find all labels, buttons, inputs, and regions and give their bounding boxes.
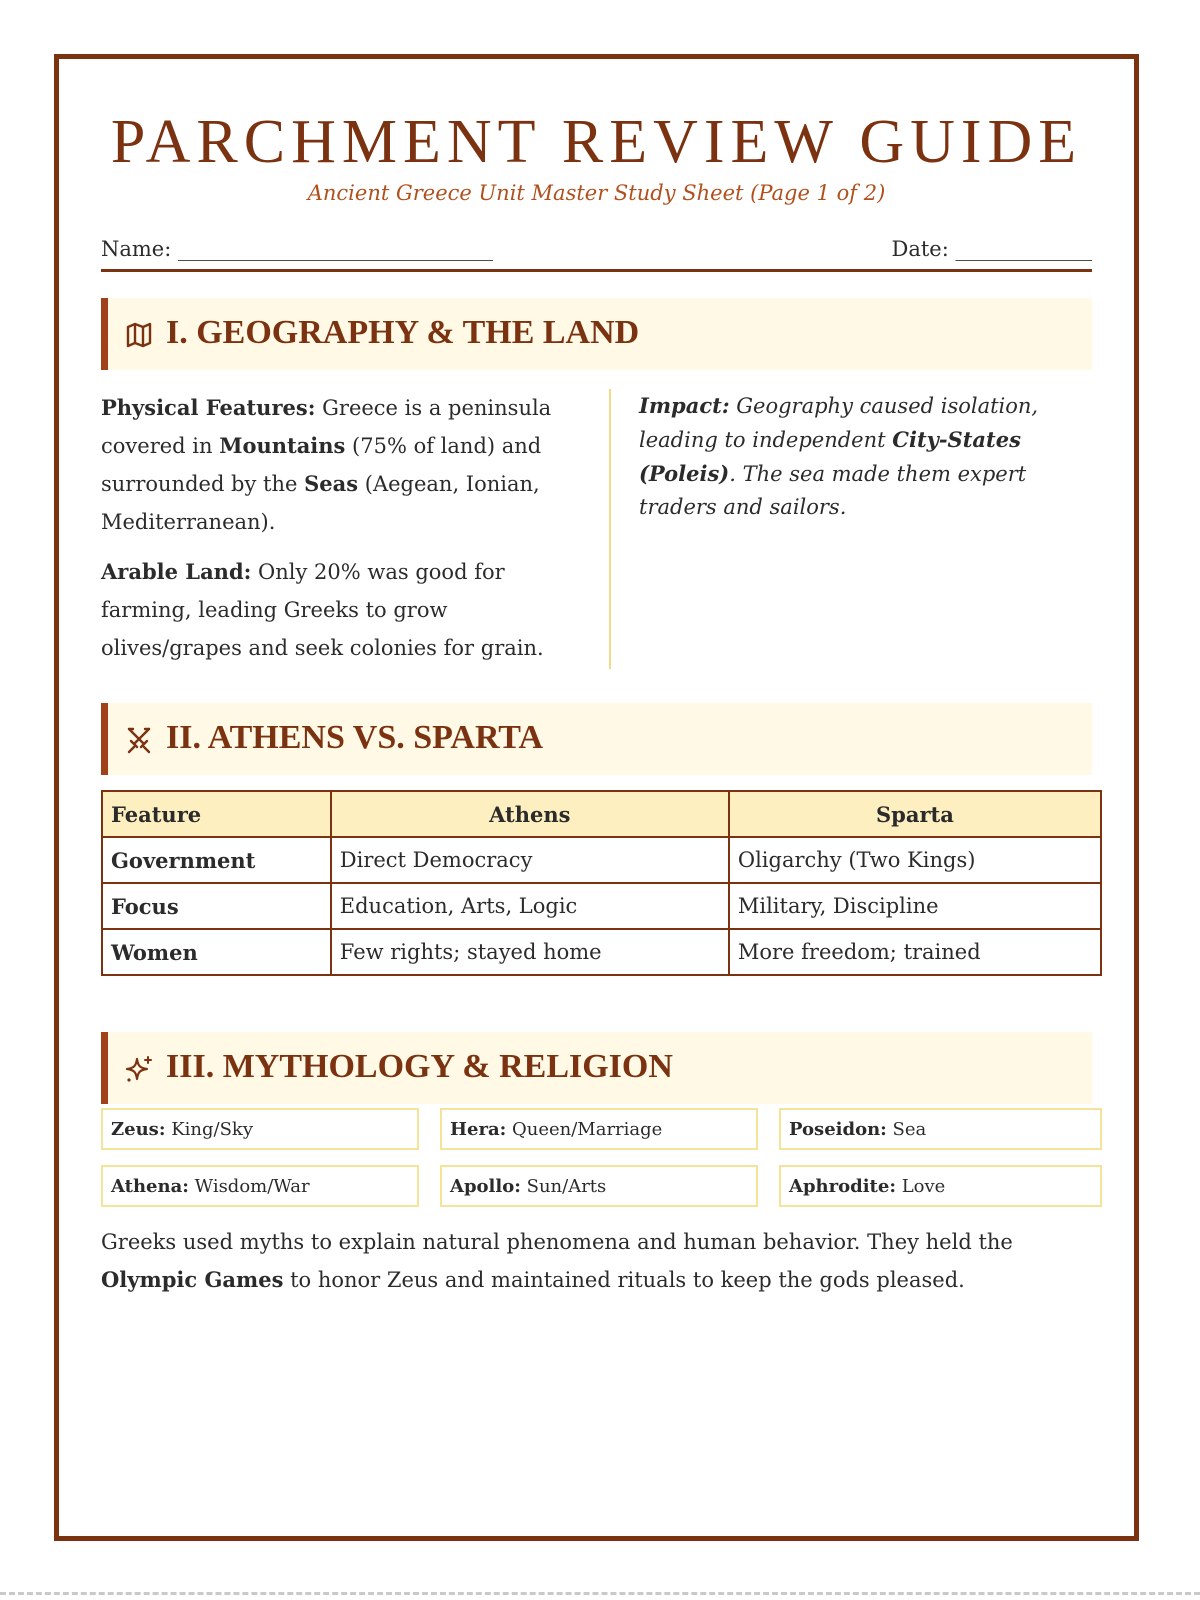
- city-states-term: City-States (Poleis): [639, 427, 1021, 486]
- column-header: Athens: [331, 791, 729, 837]
- impact-text: Geography caused isolation, leading to independent: [639, 394, 1039, 452]
- god-domain: Sun/Arts: [520, 1176, 607, 1197]
- god-name: Poseidon:: [789, 1119, 887, 1140]
- athens-cell: Few rights; stayed home: [331, 929, 729, 975]
- impact-text: . The sea made them expert traders and sailors.: [639, 462, 1027, 519]
- map-icon: [124, 320, 154, 350]
- god-card: [101, 1108, 419, 1150]
- olympic-games-term: Olympic Games: [101, 1267, 284, 1292]
- section-mythology-header: [101, 1032, 1092, 1104]
- section-mythology-title: III. MYTHOLOGY & RELIGION: [166, 1048, 673, 1085]
- athens-sparta-table: [101, 790, 1102, 976]
- god-card: [779, 1165, 1102, 1207]
- god-card: [101, 1165, 419, 1207]
- god-domain: Queen/Marriage: [506, 1119, 663, 1140]
- arable-land-paragraph: [101, 553, 581, 667]
- seas-term: Seas: [304, 471, 359, 496]
- mythology-text: to honor Zeus and maintained rituals to keep the gods pleased.: [283, 1268, 965, 1292]
- god-card: [440, 1108, 758, 1150]
- athens-cell: Education, Arts, Logic: [331, 883, 729, 929]
- column-divider: [609, 389, 611, 669]
- table-header-row: [102, 791, 1101, 837]
- mountains-term: Mountains: [219, 433, 346, 458]
- date-field[interactable]: Date: _____________: [891, 237, 1092, 261]
- section-athens-sparta-header: [101, 703, 1092, 775]
- study-sheet-page: [54, 54, 1139, 1541]
- name-field[interactable]: Name: ______________________________: [101, 237, 493, 261]
- page-break-line: [0, 1592, 1200, 1595]
- geography-impact-column: [639, 389, 1094, 524]
- god-card: [440, 1165, 758, 1207]
- mythology-text: Greeks used myths to explain natural phenomena and human behavior. They held the: [101, 1230, 1013, 1254]
- feature-cell: Women: [102, 929, 331, 975]
- sparkle-icon: [124, 1054, 154, 1084]
- arable-land-label: Arable Land:: [101, 559, 252, 584]
- impact-label: Impact:: [639, 393, 730, 418]
- god-name: Athena:: [111, 1176, 189, 1197]
- god-domain: Love: [895, 1176, 946, 1197]
- mythology-paragraph: [101, 1223, 1102, 1299]
- section-geography-title: I. GEOGRAPHY & THE LAND: [166, 314, 640, 351]
- sparta-cell: Oligarchy (Two Kings): [729, 837, 1101, 883]
- sparta-cell: Military, Discipline: [729, 883, 1101, 929]
- name-date-bar: [101, 235, 1092, 272]
- feature-cell: Focus: [102, 883, 331, 929]
- column-header: Sparta: [729, 791, 1101, 837]
- physical-text: Greece is a peninsula covered in: [101, 396, 552, 458]
- column-header: Feature: [102, 791, 331, 837]
- page-title: PARCHMENT REVIEW GUIDE: [110, 108, 1083, 176]
- geography-left-column: [101, 389, 581, 679]
- physical-features-label: Physical Features:: [101, 395, 316, 420]
- god-name: Hera:: [450, 1119, 507, 1140]
- table-row: [102, 929, 1101, 975]
- page-subtitle: Ancient Greece Unit Master Study Sheet (Page 1 of 2): [307, 181, 886, 205]
- god-domain: Sea: [886, 1119, 927, 1140]
- section-geography-header: [101, 298, 1092, 370]
- feature-cell: Government: [102, 837, 331, 883]
- god-name: Zeus:: [111, 1119, 166, 1140]
- god-card: [779, 1108, 1102, 1150]
- sparta-cell: More freedom; trained: [729, 929, 1101, 975]
- crossed-swords-icon: [124, 725, 154, 755]
- god-name: Aphrodite:: [789, 1176, 896, 1197]
- physical-features-paragraph: [101, 389, 581, 541]
- section-athens-sparta-title: II. ATHENS VS. SPARTA: [166, 719, 544, 756]
- physical-text: (75% of land) and surrounded by the: [101, 434, 542, 496]
- arable-text: Only 20% was good for farming, leading Greeks to grow olives/grapes and seek colonies for grain.: [101, 560, 544, 660]
- table-row: [102, 883, 1101, 929]
- physical-text: (Aegean, Ionian, Mediterranean).: [101, 472, 540, 534]
- god-domain: Wisdom/War: [188, 1176, 310, 1197]
- god-domain: King/Sky: [165, 1119, 253, 1140]
- god-name: Apollo:: [450, 1176, 521, 1197]
- table-row: [102, 837, 1101, 883]
- athens-cell: Direct Democracy: [331, 837, 729, 883]
